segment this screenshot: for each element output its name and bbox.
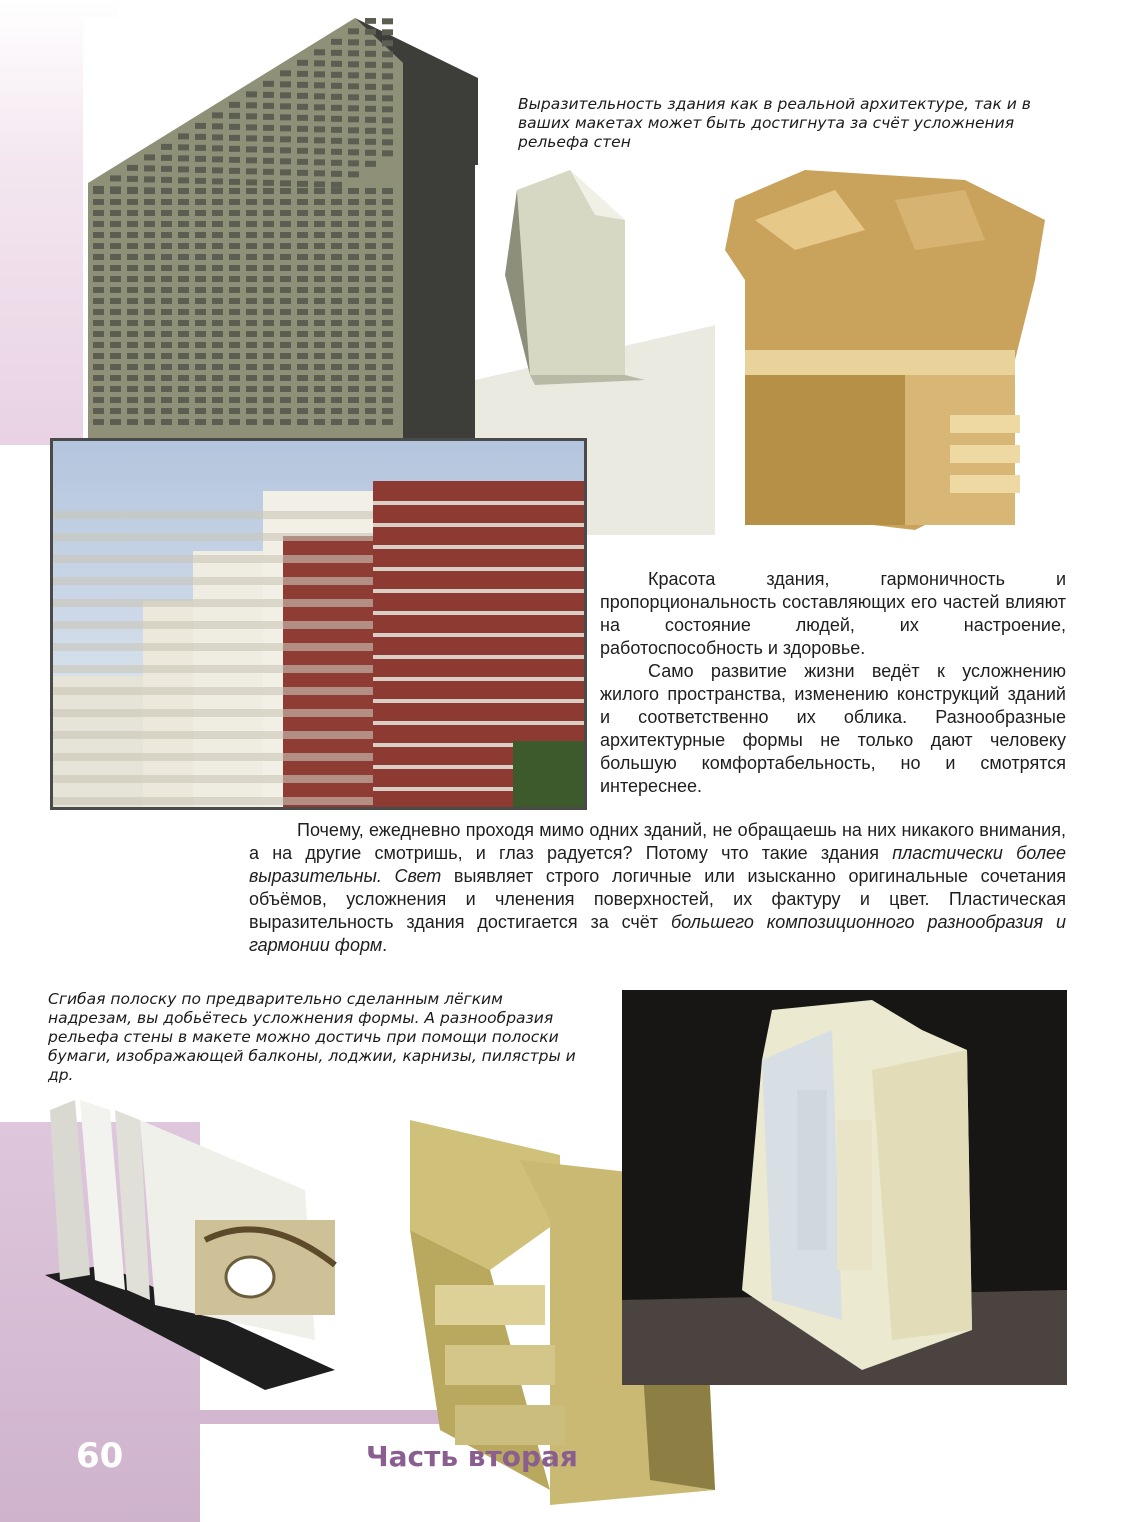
text-right-column: [600, 568, 1066, 798]
paragraph-3-emphasis-1: пластически более выразительны. Свет: [249, 843, 1066, 886]
paragraph-1: Красота здания, гармоничность и пропорциональность составляющих его частей влияют на состояние людей, их настроение, работоспособность и здоровье.: [600, 569, 1066, 658]
text-main-paragraph: [249, 819, 1066, 957]
caption-top-right: Выразительность здания как в реальной архитектуре, так и в ваших макетах может быть достигнута за счёт усложнения рельефа стен: [518, 95, 1031, 151]
paragraph-3-part-e: .: [382, 935, 388, 955]
photo-residential-building: [50, 438, 587, 810]
paragraph-3: [249, 819, 1066, 957]
paragraph-3-part-c: выявляет строго логичные или изысканно оригинальные сочетания объёмов, усложнения и членения поверхностей, их фактуру и цвет. Пластическая выразительность здания достигается за счёт: [249, 866, 1067, 932]
photo-folded-strip: [35, 1090, 405, 1390]
photo-tall-building: [83, 18, 483, 440]
paragraph-3-part-a: Почему, ежедневно проходя мимо одних зданий, не обращаешь на них никакого внимания, а на другие смотришь, и глаз радуется? Потому что такие здания: [249, 820, 1066, 863]
paragraph-3-emphasis-2: большего композиционного разнообразия и гармонии форм: [249, 912, 1067, 955]
photo-cardboard-model: [715, 160, 1060, 540]
caption-bottom-left: Сгибая полоску по предварительно сделанным лёгким надрезам, вы добьётесь усложнения формы. А разнообразия рельефа стены в макете можно достичь при помощи полоски бумаги, изображающей балконы, лоджии, карнизы, пилястры и др.: [48, 990, 576, 1084]
page-number: 60: [76, 1436, 124, 1476]
section-title: Часть вторая: [366, 1440, 578, 1473]
paragraph-2: Само развитие жизни ведёт к усложнению жилого пространства, изменению конструкций зданий и соответственно их облика. Разнообразные архитектурные формы не только дают человеку большую комфортабельность, но и смотрятся интереснее.: [600, 661, 1066, 796]
photo-white-complex-model: [622, 990, 1067, 1385]
